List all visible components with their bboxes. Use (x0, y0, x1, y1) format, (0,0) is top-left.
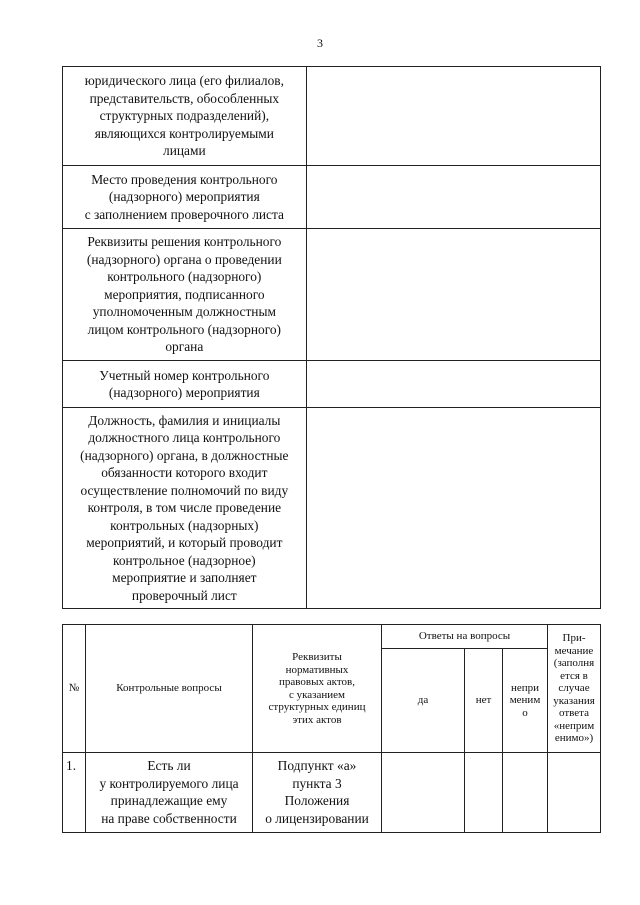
row-requisites: Подпункт «а» пункта 3 Положения о лицензировании (253, 753, 382, 833)
info-row (63, 67, 601, 166)
info-row (63, 408, 601, 609)
header-question: Контрольные вопросы (86, 625, 253, 753)
header-note: При- мечание (заполня ется в случае указания ответа «неприм енимо») (548, 625, 601, 753)
header-requisites: Реквизиты нормативных правовых актов, с указанием структурных единиц этих актов (253, 625, 382, 753)
note-cell[interactable] (548, 753, 601, 833)
header-row (63, 625, 601, 649)
header-number: № (63, 625, 86, 753)
info-value[interactable] (306, 67, 600, 166)
row-question: Есть ли у контролируемого лица принадлежащие ему на праве собственности (86, 753, 253, 833)
info-value[interactable] (306, 166, 600, 229)
info-label: Учетный номер контрольного (надзорного) мероприятия (63, 361, 307, 408)
info-value[interactable] (306, 229, 600, 361)
header-na: непри меним о (503, 649, 548, 753)
answer-na-cell[interactable] (503, 753, 548, 833)
info-row (63, 166, 601, 229)
info-value[interactable] (306, 361, 600, 408)
info-table (62, 66, 601, 609)
info-row (63, 361, 601, 408)
info-row (63, 229, 601, 361)
answer-yes-cell[interactable] (382, 753, 465, 833)
info-label: Должность, фамилия и инициалы должностного лица контрольного (надзорного) органа, в должностные обязанности которого входит осуществление полномочий по виду контроля, в том числе проведение контрольных (надзорных) мероприятий, и который проводит контрольное (надзорное) мероприятие и заполняет проверочный лист (63, 408, 307, 609)
header-answers: Ответы на вопросы (382, 625, 548, 649)
info-value[interactable] (306, 408, 600, 609)
table-row (63, 753, 601, 833)
checklist-table (62, 624, 601, 833)
answer-no-cell[interactable] (465, 753, 503, 833)
page-number: 3 (317, 36, 323, 50)
header-no: нет (465, 649, 503, 753)
row-number: 1. (63, 753, 86, 833)
info-label: юридического лица (его филиалов, представительств, обособленных структурных подразделений), являющихся контролируемыми лицами (63, 67, 307, 166)
header-yes: да (382, 649, 465, 753)
info-label: Место проведения контрольного (надзорного) мероприятия с заполнением проверочного листа (63, 166, 307, 229)
info-label: Реквизиты решения контрольного (надзорного) органа о проведении контрольного (надзорного) мероприятия, подписанного уполномоченным должностным лицом контрольного (надзорного) органа (63, 229, 307, 361)
